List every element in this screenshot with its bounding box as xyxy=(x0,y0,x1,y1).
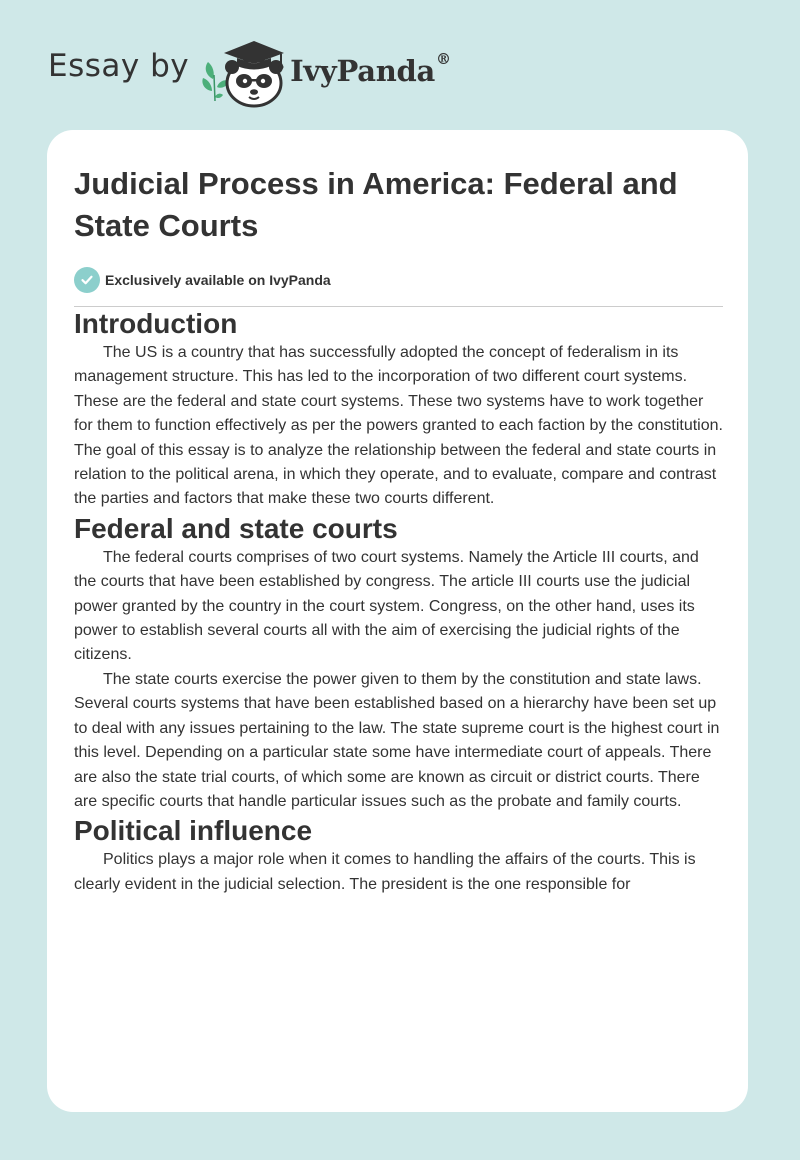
section-heading-federal-state-courts: Federal and state courts xyxy=(74,512,398,544)
section-heading-introduction: Introduction xyxy=(74,308,238,339)
essay-title: Judicial Process in America: Federal and State Courts xyxy=(74,166,678,243)
site-header xyxy=(48,30,451,110)
essay-content xyxy=(47,130,748,897)
brand-text: IvyPanda xyxy=(290,54,435,88)
section-heading-political-influence: Political influence xyxy=(74,815,313,847)
registered-mark: ® xyxy=(435,50,451,68)
exclusive-label: Exclusively available on IvyPanda xyxy=(105,272,331,288)
check-circle-icon xyxy=(74,267,100,293)
essay-card xyxy=(47,130,748,1112)
exclusive-badge xyxy=(74,267,721,293)
federal-courts-paragraph: The federal courts comprises of two court systems. Namely the Article III courts, and the courts that have been established by congress. The article III courts use the judicial power granted by the country in the court system. Congress, on the other hand, uses its power to establish several courts all with the aim of exercising the judicial rights of the citizens. xyxy=(74,548,699,664)
brand-name[interactable] xyxy=(290,50,451,88)
introduction-paragraph: The US is a country that has successfully adopted the concept of federalism in its management structure. This has led to the incorporation of two different court systems. These are the federal and state court systems. These two systems have to work together for them to function effectively as per the powers granted to each faction by the constitution. The goal of this essay is to analyze the relationship between the federal and state courts in relation to the political arena, in which they operate, and to evaluate, compare and contrast the parties and factors that make these two courts different. xyxy=(74,344,723,508)
political-influence-paragraph: Politics plays a major role when it comes to handling the affairs of the courts. This is clearly evident in the judicial selection. The president is the one responsible for xyxy=(74,851,696,893)
state-courts-paragraph: The state courts exercise the power given to them by the constitution and state laws. Several courts systems that have been established based on a hierarchy have been set up to deal with any issues pertaining to the law. The state supreme court is the highest court in this level. Depending on a particular state some have intermediate court of appeals. There are also the state trial courts, of which some are known as circuit or district courts. There are specific courts that handle particular issues such as the probate and family courts. xyxy=(74,670,720,810)
panda-graduate-logo-icon[interactable] xyxy=(199,31,294,111)
essay-by-label: Essay by xyxy=(48,48,190,84)
